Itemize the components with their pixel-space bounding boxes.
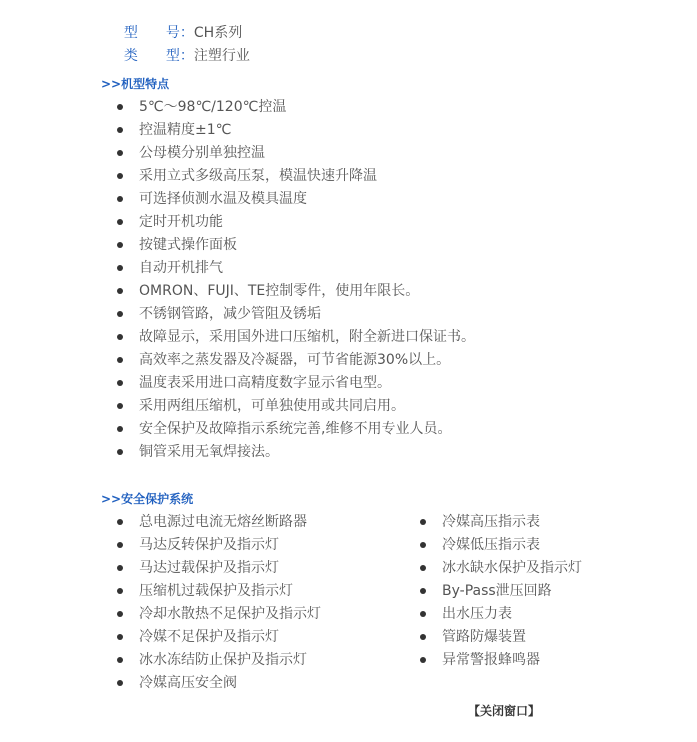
model-value: CH系列 [193, 25, 243, 41]
list-item-text: By-Pass泄压回路 [442, 583, 552, 599]
bullet-icon [117, 519, 123, 525]
list-item-text: 冷媒高压安全阀 [139, 675, 237, 691]
list-item-text: 冰水缺水保护及指示灯 [442, 560, 582, 576]
list-item-text: OMRON、FUJI、TE控制零件，使用年限长。 [139, 283, 420, 299]
list-item-text: 冷却水散热不足保护及指示灯 [139, 606, 321, 622]
bullet-icon [117, 196, 123, 202]
bullet-icon [117, 311, 123, 317]
list-item-text: 控温精度±1℃ [139, 122, 232, 138]
bullet-icon [117, 657, 123, 663]
close-window-link[interactable]: 【关闭窗口】 [468, 704, 541, 718]
list-item-text: 可选择侦测水温及模具温度 [139, 191, 307, 207]
list-item-text: 温度表采用进口高精度数字显示省电型。 [139, 375, 391, 391]
list-item-text: 安全保护及故障指示系统完善,维修不用专业人员。 [139, 421, 452, 437]
list-item-text: 冷媒不足保护及指示灯 [139, 629, 279, 645]
list-item-text: 故障显示，采用国外进口压缩机，附全新进口保证书。 [139, 329, 475, 345]
type-row [115, 29, 250, 65]
list-item-text: 定时开机功能 [139, 214, 223, 230]
list-item-text: 压缩机过载保护及指示灯 [139, 583, 293, 599]
bullet-icon [117, 173, 123, 179]
list-item-text: 总电源过电流无熔丝断路器 [139, 514, 307, 530]
bullet-icon [117, 380, 123, 386]
type-value: 注塑行业 [193, 48, 250, 64]
bullet-icon [420, 565, 426, 571]
list-item-text: 自动开机排气 [139, 260, 223, 276]
bullet-icon [420, 542, 426, 548]
bullet-icon [117, 634, 123, 640]
list-item-text: 冷媒低压指示表 [442, 537, 540, 553]
list-item-text: 马达过载保护及指示灯 [139, 560, 279, 576]
bullet-icon [117, 334, 123, 340]
list-item-text: 不锈钢管路，减少管阻及锈垢 [139, 306, 321, 322]
list-item-text: 马达反转保护及指示灯 [139, 537, 279, 553]
bullet-icon [117, 426, 123, 432]
bullet-icon [117, 611, 123, 617]
bullet-icon [420, 611, 426, 617]
model-label: 型 号 [123, 25, 180, 41]
bullet-icon [117, 219, 123, 225]
bullet-icon [117, 449, 123, 455]
bullet-icon [117, 150, 123, 156]
list-item-text: 冷媒高压指示表 [442, 514, 540, 530]
bullet-icon [117, 104, 123, 110]
list-item-text: 出水压力表 [442, 606, 512, 622]
list-item-text: 高效率之蒸发器及冷凝器，可节省能源30%以上。 [139, 352, 451, 368]
list-item-text: 异常警报蜂鸣器 [442, 652, 540, 668]
list-item-text: 铜管采用无氧焊接法。 [139, 444, 279, 460]
bullet-icon [117, 242, 123, 248]
safety-title: >>安全保护系统 [101, 492, 194, 506]
list-item-text: 按键式操作面板 [139, 237, 237, 253]
model-colon: ： [179, 25, 194, 41]
list-item-text: 采用立式多级高压泵，模温快速升降温 [139, 168, 377, 184]
list-item-text: 公母模分别单独控温 [139, 145, 265, 161]
type-label: 类 型 [123, 48, 180, 64]
features-title: >>机型特点 [101, 77, 170, 91]
bullet-icon [117, 288, 123, 294]
bullet-icon [117, 565, 123, 571]
bullet-icon [117, 403, 123, 409]
bullet-icon [420, 519, 426, 525]
bullet-icon [420, 657, 426, 663]
bullet-icon [117, 265, 123, 271]
bullet-icon [117, 588, 123, 594]
list-item-text: 采用两组压缩机，可单独使用或共同启用。 [139, 398, 405, 414]
bullet-icon [117, 127, 123, 133]
list-item-text: 冰水冻结防止保护及指示灯 [139, 652, 307, 668]
bullet-icon [117, 542, 123, 548]
bullet-icon [117, 357, 123, 363]
list-item-text: 管路防爆装置 [442, 629, 526, 645]
bullet-icon [117, 680, 123, 686]
type-colon: ： [179, 48, 194, 64]
bullet-icon [420, 634, 426, 640]
bullet-icon [420, 588, 426, 594]
list-item-text: 5℃～98℃/120℃控温 [139, 99, 287, 115]
